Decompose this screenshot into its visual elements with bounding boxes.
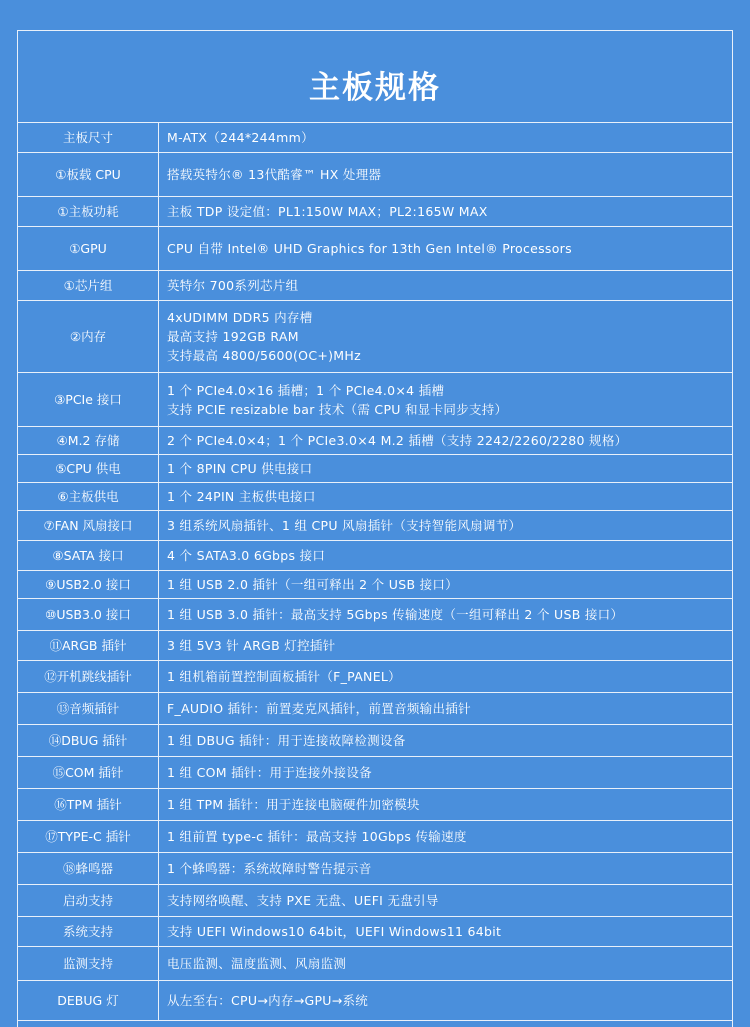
spec-value bbox=[159, 427, 733, 455]
spec-label: ⑯TPM 插针 bbox=[18, 789, 159, 821]
spec-label: ⑥主板供电 bbox=[18, 483, 159, 511]
spec-value bbox=[159, 271, 733, 301]
spec-label: ⑨USB2.0 接口 bbox=[18, 571, 159, 599]
spec-row bbox=[18, 511, 733, 541]
spec-value-line: 1 个 PCIe4.0×16 插槽；1 个 PCIe4.0×4 插槽 bbox=[167, 382, 445, 398]
spec-value bbox=[159, 917, 733, 947]
spec-value-line: 1 组 USB 2.0 插针（一组可释出 2 个 USB 接口） bbox=[167, 577, 458, 592]
spec-label: ①板载 CPU bbox=[18, 153, 159, 197]
spec-value-line: M-ATX（244*244mm） bbox=[167, 130, 314, 145]
spec-value-line: 1 组 COM 插针：用于连接外接设备 bbox=[167, 765, 372, 780]
spec-value-line: 2 个 PCIe4.0×4；1 个 PCIe3.0×4 M.2 插槽（支持 2242/2260/2280 规格） bbox=[167, 433, 628, 448]
page-title: 主板规格 bbox=[309, 70, 441, 106]
spec-value-line: 1 组 TPM 插针：用于连接电脑硬件加密模块 bbox=[167, 797, 420, 812]
spec-label: 系统支持 bbox=[18, 917, 159, 947]
spec-value-line: 4xUDIMM DDR5 内存槽 bbox=[167, 310, 313, 325]
spec-value-line: 从左至右：CPU→内存→GPU→系统 bbox=[167, 993, 369, 1008]
spec-row bbox=[18, 981, 733, 1021]
spec-value bbox=[159, 571, 733, 599]
spec-value-line: 1 组机箱前置控制面板插针（F_PANEL） bbox=[167, 669, 401, 684]
spec-row bbox=[18, 725, 733, 757]
spec-row bbox=[18, 599, 733, 631]
spec-row bbox=[18, 885, 733, 917]
spec-value bbox=[159, 947, 733, 981]
spec-label: ⑱蜂鸣器 bbox=[18, 853, 159, 885]
spec-value-line: 3 组 5V3 针 ARGB 灯控插针 bbox=[167, 638, 336, 653]
spec-value bbox=[159, 853, 733, 885]
spec-row bbox=[18, 693, 733, 725]
spec-row bbox=[18, 123, 733, 153]
spec-value bbox=[159, 197, 733, 227]
spec-value bbox=[159, 541, 733, 571]
spec-value-line: 1 组 DBUG 插针：用于连接故障检测设备 bbox=[167, 733, 406, 748]
spec-row bbox=[18, 301, 733, 373]
spec-table bbox=[17, 122, 733, 1021]
spec-label: 主板尺寸 bbox=[18, 123, 159, 153]
spec-value bbox=[159, 789, 733, 821]
spec-label: DEBUG 灯 bbox=[18, 981, 159, 1021]
spec-value bbox=[159, 153, 733, 197]
spec-row bbox=[18, 571, 733, 599]
spec-value bbox=[159, 373, 733, 427]
spec-row bbox=[18, 373, 733, 427]
spec-row bbox=[18, 917, 733, 947]
spec-value-line: 支持最高 4800/5600(OC+)MHz bbox=[167, 348, 361, 363]
spec-value bbox=[159, 599, 733, 631]
spec-row bbox=[18, 853, 733, 885]
spec-value bbox=[159, 123, 733, 153]
spec-value bbox=[159, 455, 733, 483]
spec-value bbox=[159, 885, 733, 917]
spec-value-line: 1 个蜂鸣器：系统故障时警告提示音 bbox=[167, 861, 372, 876]
spec-value bbox=[159, 511, 733, 541]
spec-value bbox=[159, 757, 733, 789]
spec-row bbox=[18, 197, 733, 227]
spec-label: ⑮COM 插针 bbox=[18, 757, 159, 789]
spec-row bbox=[18, 947, 733, 981]
spec-value-line: 1 组 USB 3.0 插针：最高支持 5Gbps 传输速度（一组可释出 2 个 USB 接口） bbox=[167, 607, 624, 622]
spec-value bbox=[159, 483, 733, 511]
spec-row bbox=[18, 271, 733, 301]
spec-row bbox=[18, 227, 733, 271]
spec-value bbox=[159, 725, 733, 757]
spec-value-line: 支持 PCIE resizable bar 技术（需 CPU 和显卡同步支持） bbox=[167, 401, 508, 417]
spec-value-line: 搭载英特尔® 13代酷睿™ HX 处理器 bbox=[167, 167, 382, 182]
spec-value bbox=[159, 693, 733, 725]
spec-label: ⑰TYPE-C 插针 bbox=[18, 821, 159, 853]
spec-value-line: CPU 自带 Intel® UHD Graphics for 13th Gen Intel® Processors bbox=[167, 241, 572, 256]
spec-value bbox=[159, 821, 733, 853]
spec-label: ⑦FAN 风扇接口 bbox=[18, 511, 159, 541]
spec-label: ②内存 bbox=[18, 301, 159, 373]
spec-value-line: 电压监测、温度监测、风扇监测 bbox=[167, 956, 347, 971]
spec-row bbox=[18, 821, 733, 853]
spec-value-line: 最高支持 192GB RAM bbox=[167, 329, 299, 344]
spec-row bbox=[18, 427, 733, 455]
spec-row bbox=[18, 789, 733, 821]
spec-value-line: 英特尔 700系列芯片组 bbox=[167, 278, 299, 293]
spec-label: ①主板功耗 bbox=[18, 197, 159, 227]
spec-row bbox=[18, 483, 733, 511]
spec-label: 启动支持 bbox=[18, 885, 159, 917]
spec-value bbox=[159, 227, 733, 271]
spec-row bbox=[18, 455, 733, 483]
spec-label: ①GPU bbox=[18, 227, 159, 271]
spec-row bbox=[18, 153, 733, 197]
spec-value-line: 支持网络唤醒、支持 PXE 无盘、UEFI 无盘引导 bbox=[167, 893, 439, 908]
spec-value-line: 主板 TDP 设定值：PL1:150W MAX；PL2:165W MAX bbox=[167, 204, 488, 219]
spec-value-line: 1 个 8PIN CPU 供电接口 bbox=[167, 461, 313, 476]
spec-label: ⑤CPU 供电 bbox=[18, 455, 159, 483]
spec-label: 监测支持 bbox=[18, 947, 159, 981]
spec-value-line: F_AUDIO 插针：前置麦克风插针，前置音频输出插针 bbox=[167, 701, 471, 716]
spec-value bbox=[159, 301, 733, 373]
spec-value-line: 4 个 SATA3.0 6Gbps 接口 bbox=[167, 548, 326, 563]
spec-value bbox=[159, 631, 733, 661]
spec-row bbox=[18, 541, 733, 571]
spec-value-line: 支持 UEFI Windows10 64bit，UEFI Windows11 64bit bbox=[167, 924, 502, 939]
spec-value-line: 1 组前置 type-c 插针：最高支持 10Gbps 传输速度 bbox=[167, 829, 467, 844]
spec-label: ⑩USB3.0 接口 bbox=[18, 599, 159, 631]
spec-label: ⑭DBUG 插针 bbox=[18, 725, 159, 757]
spec-label: ③PCIe 接口 bbox=[18, 373, 159, 427]
spec-value-line: 1 个 24PIN 主板供电接口 bbox=[167, 489, 316, 504]
spec-label: ④M.2 存储 bbox=[18, 427, 159, 455]
spec-row bbox=[18, 757, 733, 789]
spec-value bbox=[159, 981, 733, 1021]
spec-label: ⑪ARGB 插针 bbox=[18, 631, 159, 661]
spec-label: ⑬音频插针 bbox=[18, 693, 159, 725]
spec-row bbox=[18, 631, 733, 661]
spec-label: ⑧SATA 接口 bbox=[18, 541, 159, 571]
spec-label: ①芯片组 bbox=[18, 271, 159, 301]
spec-value-line: 3 组系统风扇插针、1 组 CPU 风扇插针（支持智能风扇调节） bbox=[167, 518, 522, 533]
spec-value bbox=[159, 661, 733, 693]
spec-row bbox=[18, 661, 733, 693]
spec-label: ⑫开机跳线插针 bbox=[18, 661, 159, 693]
